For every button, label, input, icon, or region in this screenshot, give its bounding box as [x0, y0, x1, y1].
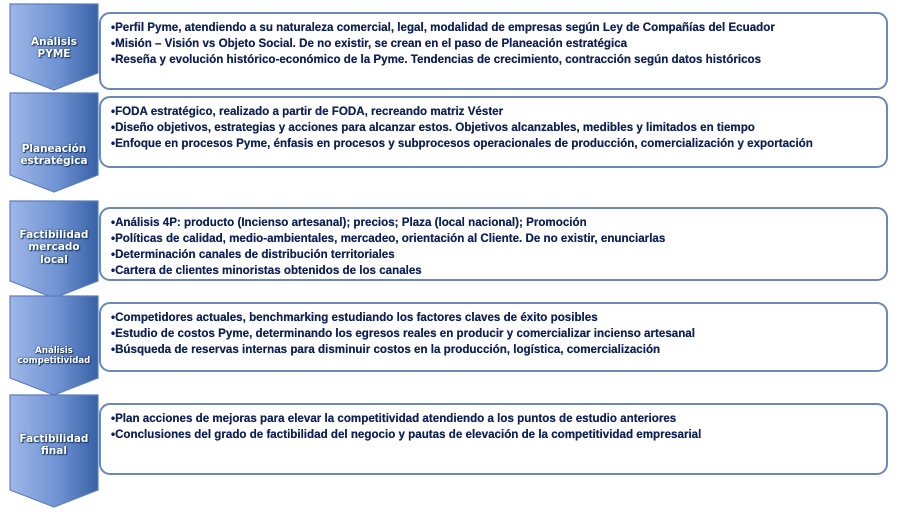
bullet-dot-icon: • [111, 248, 116, 261]
stage-chevron [9, 93, 99, 193]
bullet-dot-icon: • [111, 412, 116, 425]
stage-content-box [99, 302, 888, 372]
stage-1 [0, 4, 899, 91]
bullet-text: Determinación canales de distribución territoriales [115, 248, 395, 261]
bullet-list [111, 20, 876, 68]
bullet-text: FODA estratégico, realizado a partir de FODA, recreando matriz Véster [115, 105, 504, 118]
bullet-text: Análisis 4P: producto (Incienso artesanal); precios; Plaza (local nacional); Promoción [115, 216, 587, 229]
bullet-dot-icon: • [111, 137, 116, 150]
bullet-item [111, 263, 876, 279]
stage-content-box [99, 96, 888, 168]
stage-2 [0, 93, 899, 193]
bullet-list [111, 104, 876, 152]
bullet-dot-icon: • [111, 343, 116, 356]
bullet-item [111, 52, 876, 68]
bullet-item [111, 104, 876, 120]
bullet-item [111, 427, 876, 443]
bullet-text: Competidores actuales, benchmarking estudiando los factores claves de éxito posibles [115, 311, 598, 324]
bullet-dot-icon: • [111, 428, 116, 441]
bullet-dot-icon: • [111, 121, 116, 134]
stage-label: Factibilidad mercado local [19, 229, 89, 266]
bullet-dot-icon: • [111, 232, 116, 245]
bullet-dot-icon: • [111, 216, 116, 229]
stage-label: Planeación estratégica [20, 143, 88, 168]
bullet-item [111, 342, 876, 358]
bullet-text: Conclusiones del grado de factibilidad del negocio y pautas de elevación de la competitividad empresarial [115, 428, 702, 441]
bullet-text: Cartera de clientes minoristas obtenidos de los canales [115, 264, 422, 277]
stage-chevron [9, 395, 99, 508]
bullet-dot-icon: • [111, 37, 116, 50]
bullet-dot-icon: • [111, 264, 116, 277]
stage-content-box [99, 403, 888, 475]
stage-label: Factibilidad final [19, 433, 89, 458]
bullet-text: Búsqueda de reservas internas para disminuir costos en la producción, logística, comercialización [115, 343, 661, 356]
bullet-list [111, 411, 876, 443]
bullet-item [111, 231, 876, 247]
bullet-item [111, 136, 876, 152]
bullet-item [111, 411, 876, 427]
bullet-text: Perfil Pyme, atendiendo a su naturaleza comercial, legal, modalidad de empresas según Ley de Compañías del Ecuador [115, 21, 775, 34]
bullet-item [111, 120, 876, 136]
bullet-dot-icon: • [111, 105, 116, 118]
stage-label: Análisis competitividad [17, 346, 91, 367]
stage-4 [0, 296, 899, 396]
bullet-list [111, 215, 876, 279]
bullet-item [111, 310, 876, 326]
bullet-item [111, 20, 876, 36]
stage-content-box [99, 12, 888, 90]
stage-chevron [9, 4, 99, 91]
bullet-item [111, 36, 876, 52]
bullet-text: Enfoque en procesos Pyme, énfasis en procesos y subprocesos operacionales de producción, comercialización y exportación [115, 137, 813, 150]
bullet-text: Misión – Visión vs Objeto Social. De no existir, se crean en el paso de Planeación estratégica [115, 37, 628, 50]
bullet-dot-icon: • [111, 311, 116, 324]
bullet-item [111, 215, 876, 231]
bullet-item [111, 247, 876, 263]
bullet-text: Estudio de costos Pyme, determinando los egresos reales en producir y comercializar incienso artesanal [115, 327, 695, 340]
stage-chevron [9, 296, 99, 396]
bullet-list [111, 310, 876, 358]
stage-5 [0, 395, 899, 508]
bullet-text: Diseño objetivos, estrategias y acciones para alcanzar estos. Objetivos alcanzables, medibles y limitados en tiempo [115, 121, 755, 134]
bullet-text: Políticas de calidad, medio-ambientales, mercadeo, orientación al Cliente. De no existir, enunciarlas [115, 232, 666, 245]
stage-3 [0, 201, 899, 299]
bullet-item [111, 326, 876, 342]
bullet-dot-icon: • [111, 327, 116, 340]
bullet-dot-icon: • [111, 53, 116, 66]
stage-chevron [9, 201, 99, 299]
bullet-dot-icon: • [111, 21, 116, 34]
bullet-text: Reseña y evolución histórico-económico de la Pyme. Tendencias de crecimiento, contracción según datos históricos [115, 53, 762, 66]
stage-content-box [99, 207, 888, 281]
stage-label: Análisis PYME [31, 36, 77, 61]
bullet-text: Plan acciones de mejoras para elevar la competitividad atendiendo a los puntos de estudio anteriores [115, 412, 677, 425]
